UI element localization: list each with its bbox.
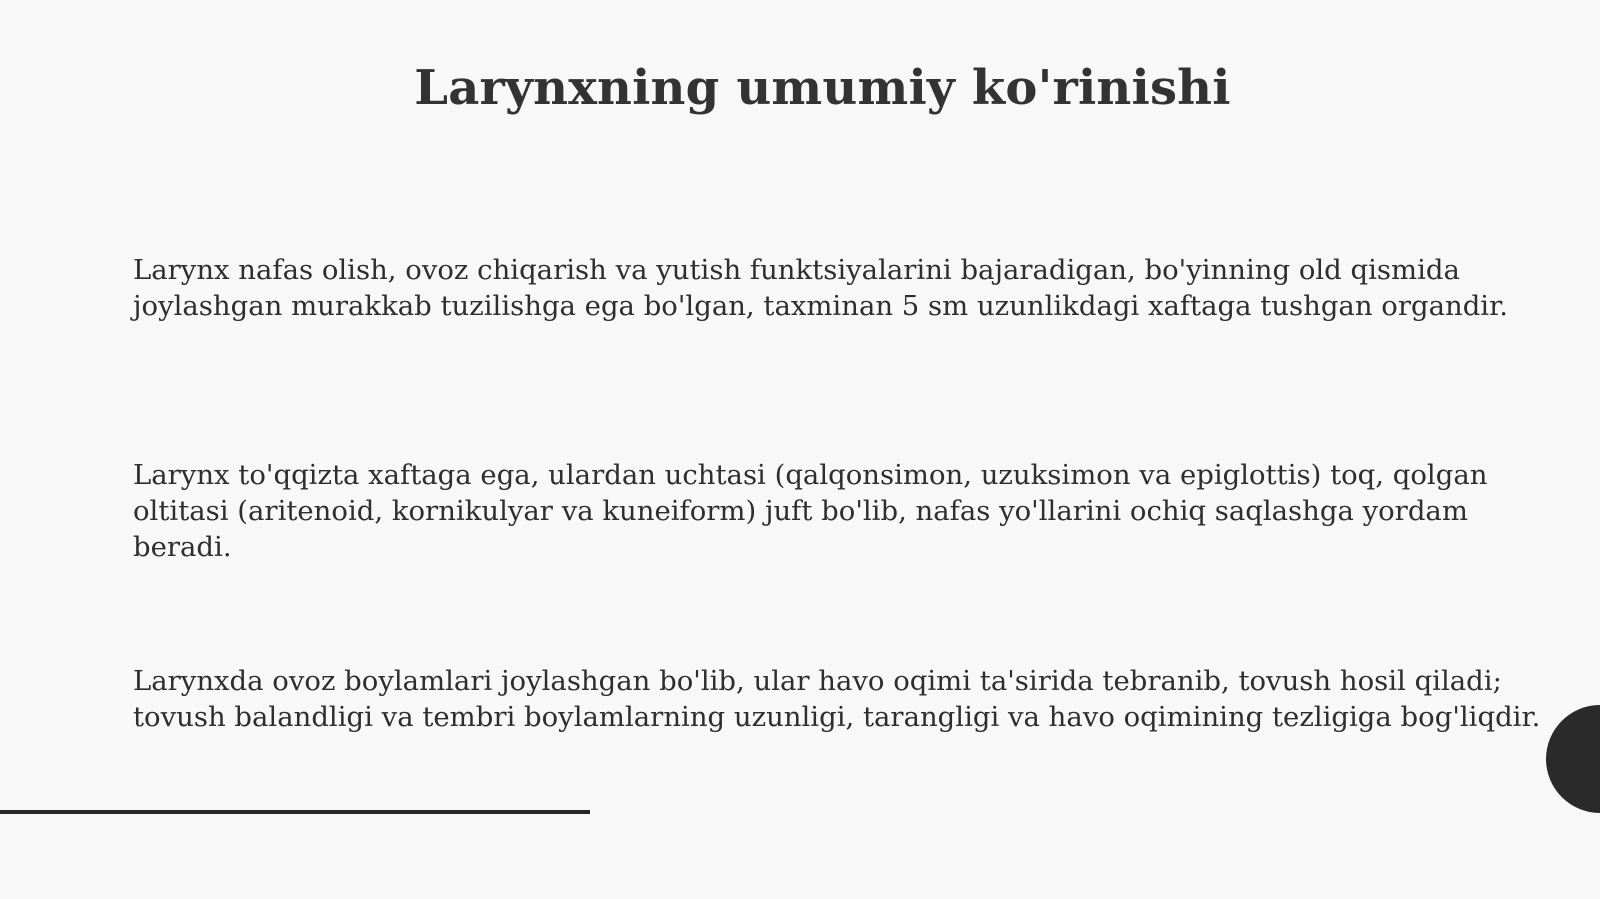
paragraph-2: Larynx to'qqizta xaftaga ega, ulardan uchtasi (qalqonsimon, uzuksimon va epiglottis) toq, qolgan oltitasi (aritenoid, kornikulyar va kuneiform) juft bo'lib, nafas yo'llarini ochiq saqlashga yordam beradi. xyxy=(133,459,1488,563)
paragraph-3: Larynxda ovoz boylamlari joylashgan bo'lib, ular havo oqimi ta'sirida tebranib, tovush hosil qiladi; tovush balandligi va tembri boylamlarning uzunligi, tarangligi va havo oqimining tezligiga bog'liqdir. xyxy=(133,665,1541,733)
decorative-divider-line xyxy=(0,810,590,814)
paragraph-1: Larynx nafas olish, ovoz chiqarish va yutish funktsiyalarini bajaradigan, bo'yinning old qismida joylashgan murakkab tuzilishga ega bo'lgan, taxminan 5 sm uzunlikdagi xaftaga tushgan organdir. xyxy=(133,254,1508,322)
slide-title: Larynxning umumiy ko'rinishi xyxy=(414,60,1231,116)
